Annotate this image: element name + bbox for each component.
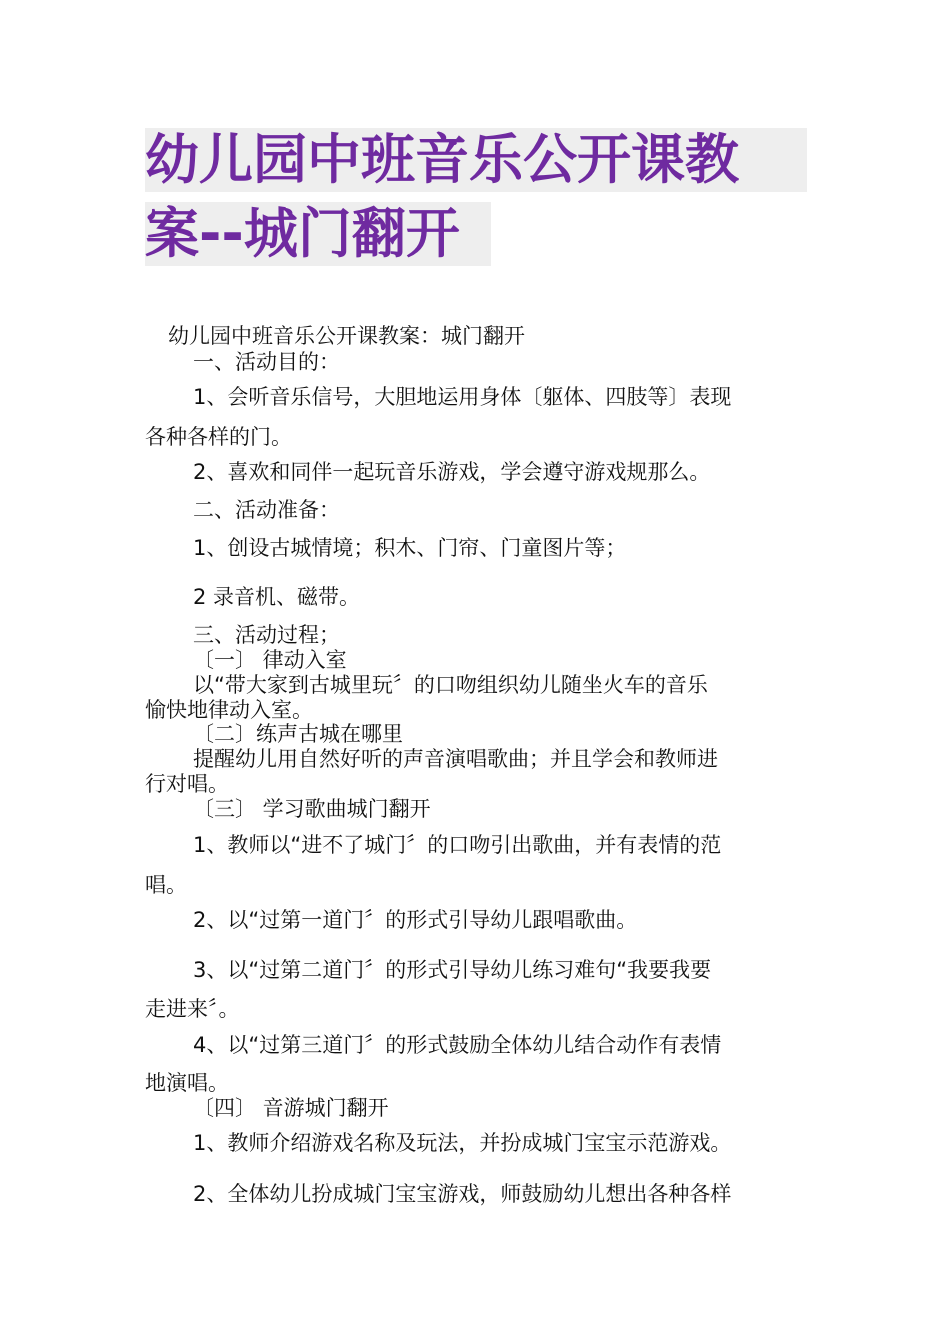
section-1-item-1: 1、会听音乐信号，大胆地运用身体〔躯体、四肢等〕表现	[193, 385, 732, 409]
part-4-item-2: 2、全体幼儿扮成城门宝宝游戏，师鼓励幼儿想出各种各样	[193, 1182, 732, 1206]
part-1-text: 以“带大家到古城里玩〞的口吻组织幼儿随坐火车的音乐	[193, 673, 708, 697]
section-2-item-1: 1、创设古城情境；积木、门帘、门童图片等；	[193, 536, 627, 560]
part-2-text-cont: 行对唱。	[145, 772, 229, 796]
part-4-item-1: 1、教师介绍游戏名称及玩法，并扮成城门宝宝示范游戏。	[193, 1131, 732, 1155]
part-3-item-4-cont: 地演唱。	[145, 1071, 229, 1095]
part-3-item-1-cont: 唱。	[145, 873, 187, 897]
part-3-item-1: 1、教师以“进不了城门〞的口吻引出歌曲，并有表情的范	[193, 833, 722, 857]
part-3-item-3-cont: 走进来〞。	[145, 997, 240, 1021]
document-title-line-2: 案--城门翻开	[145, 202, 491, 266]
part-3-heading: 〔三〕 学习歌曲城门翻开	[193, 797, 431, 821]
section-2-item-2: 2 录音机、磁带。	[193, 585, 361, 609]
part-3-item-2: 2、以“过第一道门〞的形式引导幼儿跟唱歌曲。	[193, 908, 638, 932]
part-1-heading: 〔一〕 律动入室	[193, 648, 347, 672]
section-1-item-1-cont: 各种各样的门。	[145, 425, 292, 449]
section-3-heading: 三、活动过程；	[193, 623, 340, 647]
section-1-heading: 一、活动目的：	[193, 350, 340, 374]
part-1-text-cont: 愉快地律动入室。	[145, 698, 313, 722]
part-3-item-4: 4、以“过第三道门〞的形式鼓励全体幼儿结合动作有表情	[193, 1033, 722, 1057]
part-2-text: 提醒幼儿用自然好听的声音演唱歌曲；并且学会和教师进	[193, 747, 718, 771]
section-2-heading: 二、活动准备：	[193, 498, 340, 522]
document-title-line-1: 幼儿园中班音乐公开课教	[145, 128, 807, 192]
intro-line: 幼儿园中班音乐公开课教案：城门翻开	[168, 324, 525, 348]
part-4-heading: 〔四〕 音游城门翻开	[193, 1096, 389, 1120]
section-1-item-2: 2、喜欢和同伴一起玩音乐游戏，学会遵守游戏规那么。	[193, 460, 711, 484]
part-3-item-3: 3、以“过第二道门〞的形式引导幼儿练习难句“我要我要	[193, 958, 712, 982]
part-2-heading: 〔二〕练声古城在哪里	[193, 722, 403, 746]
